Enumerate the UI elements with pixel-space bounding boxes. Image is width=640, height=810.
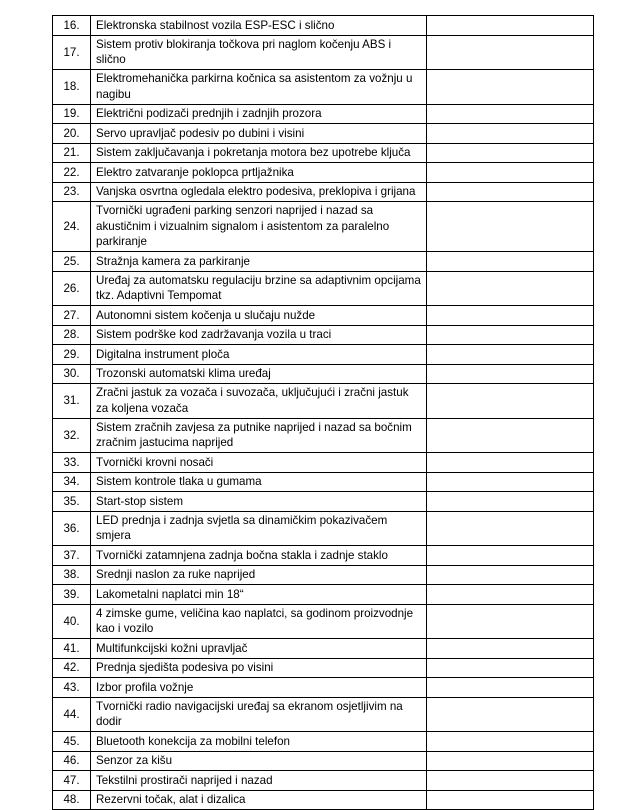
empty-answer-cell xyxy=(427,35,594,70)
table-row xyxy=(53,182,594,202)
item-description: Srednji naslon za ruke naprijed xyxy=(91,565,427,585)
table-row xyxy=(53,306,594,326)
row-number: 16. xyxy=(53,16,91,36)
item-description: Tvornički ugrađeni parking senzori naprijed i nazad sa akustičnim i vizualnim signalom i asistentom za paralelno parkiranje xyxy=(91,202,427,252)
row-number: 40. xyxy=(53,604,91,639)
table-row xyxy=(53,771,594,791)
table-row xyxy=(53,697,594,732)
table-row xyxy=(53,472,594,492)
empty-answer-cell xyxy=(427,639,594,659)
item-description: Elektro zatvaranje poklopca prtljažnika xyxy=(91,163,427,183)
row-number: 34. xyxy=(53,472,91,492)
empty-answer-cell xyxy=(427,697,594,732)
table-row xyxy=(53,16,594,36)
row-number: 43. xyxy=(53,678,91,698)
item-description: Digitalna instrument ploča xyxy=(91,345,427,365)
table-row xyxy=(53,252,594,272)
row-number: 38. xyxy=(53,565,91,585)
row-number: 28. xyxy=(53,325,91,345)
item-description: Sistem kontrole tlaka u gumama xyxy=(91,472,427,492)
item-description: Start-stop sistem xyxy=(91,492,427,512)
row-number: 39. xyxy=(53,585,91,605)
table-row xyxy=(53,639,594,659)
empty-answer-cell xyxy=(427,202,594,252)
table-row xyxy=(53,418,594,453)
table-row xyxy=(53,35,594,70)
row-number: 23. xyxy=(53,182,91,202)
table-row xyxy=(53,70,594,105)
item-description: Rezervni točak, alat i dizalica xyxy=(91,790,427,810)
empty-answer-cell xyxy=(427,252,594,272)
row-number: 48. xyxy=(53,790,91,810)
empty-answer-cell xyxy=(427,306,594,326)
item-description: Tvornički krovni nosači xyxy=(91,453,427,473)
item-description: Elektronska stabilnost vozila ESP-ESC i slično xyxy=(91,16,427,36)
empty-answer-cell xyxy=(427,143,594,163)
empty-answer-cell xyxy=(427,732,594,752)
empty-answer-cell xyxy=(427,546,594,566)
row-number: 19. xyxy=(53,104,91,124)
empty-answer-cell xyxy=(427,163,594,183)
table-row xyxy=(53,511,594,546)
empty-answer-cell xyxy=(427,271,594,306)
empty-answer-cell xyxy=(427,182,594,202)
row-number: 26. xyxy=(53,271,91,306)
row-number: 29. xyxy=(53,345,91,365)
table-row xyxy=(53,124,594,144)
table-row xyxy=(53,104,594,124)
item-description: Uređaj za automatsku regulaciju brzine sa adaptivnim opcijama tkz. Adaptivni Tempomat xyxy=(91,271,427,306)
empty-answer-cell xyxy=(427,364,594,384)
empty-answer-cell xyxy=(427,565,594,585)
item-description: Senzor za kišu xyxy=(91,751,427,771)
empty-answer-cell xyxy=(427,453,594,473)
empty-answer-cell xyxy=(427,604,594,639)
item-description: Bluetooth konekcija za mobilni telefon xyxy=(91,732,427,752)
item-description: Sistem zaključavanja i pokretanja motora bez upotrebe ključa xyxy=(91,143,427,163)
table-row xyxy=(53,325,594,345)
item-description: Servo upravljač podesiv po dubini i visini xyxy=(91,124,427,144)
row-number: 41. xyxy=(53,639,91,659)
row-number: 21. xyxy=(53,143,91,163)
row-number: 20. xyxy=(53,124,91,144)
row-number: 31. xyxy=(53,384,91,419)
table-row xyxy=(53,384,594,419)
row-number: 27. xyxy=(53,306,91,326)
row-number: 47. xyxy=(53,771,91,791)
empty-answer-cell xyxy=(427,124,594,144)
row-number: 44. xyxy=(53,697,91,732)
equipment-table-body xyxy=(53,16,594,810)
row-number: 22. xyxy=(53,163,91,183)
item-description: Autonomni sistem kočenja u slučaju nužde xyxy=(91,306,427,326)
table-row xyxy=(53,453,594,473)
item-description: LED prednja i zadnja svjetla sa dinamičkim pokazivačem smjera xyxy=(91,511,427,546)
table-row xyxy=(53,585,594,605)
empty-answer-cell xyxy=(427,70,594,105)
row-number: 36. xyxy=(53,511,91,546)
item-description: Tvornički radio navigacijski uređaj sa ekranom osjetljivim na dodir xyxy=(91,697,427,732)
table-row xyxy=(53,678,594,698)
item-description: Sistem podrške kod zadržavanja vozila u traci xyxy=(91,325,427,345)
item-description: Stražnja kamera za parkiranje xyxy=(91,252,427,272)
item-description: Izbor profila vožnje xyxy=(91,678,427,698)
table-row xyxy=(53,604,594,639)
empty-answer-cell xyxy=(427,325,594,345)
table-row xyxy=(53,546,594,566)
table-row xyxy=(53,143,594,163)
row-number: 17. xyxy=(53,35,91,70)
table-row xyxy=(53,364,594,384)
table-row xyxy=(53,202,594,252)
item-description: 4 zimske gume, veličina kao naplatci, sa godinom proizvodnje kao i vozilo xyxy=(91,604,427,639)
empty-answer-cell xyxy=(427,585,594,605)
item-description: Trozonski automatski klima uređaj xyxy=(91,364,427,384)
item-description: Električni podizači prednjih i zadnjih prozora xyxy=(91,104,427,124)
row-number: 42. xyxy=(53,658,91,678)
empty-answer-cell xyxy=(427,345,594,365)
row-number: 18. xyxy=(53,70,91,105)
empty-answer-cell xyxy=(427,16,594,36)
empty-answer-cell xyxy=(427,678,594,698)
item-description: Zračni jastuk za vozača i suvozača, uključujući i zračni jastuk za koljena vozača xyxy=(91,384,427,419)
table-row xyxy=(53,163,594,183)
table-row xyxy=(53,492,594,512)
empty-answer-cell xyxy=(427,492,594,512)
equipment-spec-sheet xyxy=(52,15,583,810)
item-description: Tvornički zatamnjena zadnja bočna stakla i zadnje staklo xyxy=(91,546,427,566)
table-row xyxy=(53,565,594,585)
table-row xyxy=(53,732,594,752)
row-number: 35. xyxy=(53,492,91,512)
row-number: 45. xyxy=(53,732,91,752)
item-description: Multifunkcijski kožni upravljač xyxy=(91,639,427,659)
table-row xyxy=(53,271,594,306)
row-number: 24. xyxy=(53,202,91,252)
empty-answer-cell xyxy=(427,418,594,453)
row-number: 33. xyxy=(53,453,91,473)
item-description: Tekstilni prostirači naprijed i nazad xyxy=(91,771,427,791)
item-description: Lakometalni naplatci min 18“ xyxy=(91,585,427,605)
empty-answer-cell xyxy=(427,104,594,124)
table-row xyxy=(53,658,594,678)
empty-answer-cell xyxy=(427,658,594,678)
row-number: 30. xyxy=(53,364,91,384)
row-number: 46. xyxy=(53,751,91,771)
equipment-table xyxy=(52,15,594,810)
item-description: Elektromehanička parkirna kočnica sa asistentom za vožnju u nagibu xyxy=(91,70,427,105)
table-row xyxy=(53,751,594,771)
empty-answer-cell xyxy=(427,511,594,546)
row-number: 25. xyxy=(53,252,91,272)
item-description: Sistem protiv blokiranja točkova pri naglom kočenju ABS i slično xyxy=(91,35,427,70)
row-number: 37. xyxy=(53,546,91,566)
empty-answer-cell xyxy=(427,384,594,419)
table-row xyxy=(53,345,594,365)
item-description: Prednja sjedišta podesiva po visini xyxy=(91,658,427,678)
empty-answer-cell xyxy=(427,472,594,492)
empty-answer-cell xyxy=(427,771,594,791)
row-number: 32. xyxy=(53,418,91,453)
item-description: Sistem zračnih zavjesa za putnike naprijed i nazad sa bočnim zračnim jastucima naprijed xyxy=(91,418,427,453)
item-description: Vanjska osvrtna ogledala elektro podesiva, preklopiva i grijana xyxy=(91,182,427,202)
empty-answer-cell xyxy=(427,751,594,771)
